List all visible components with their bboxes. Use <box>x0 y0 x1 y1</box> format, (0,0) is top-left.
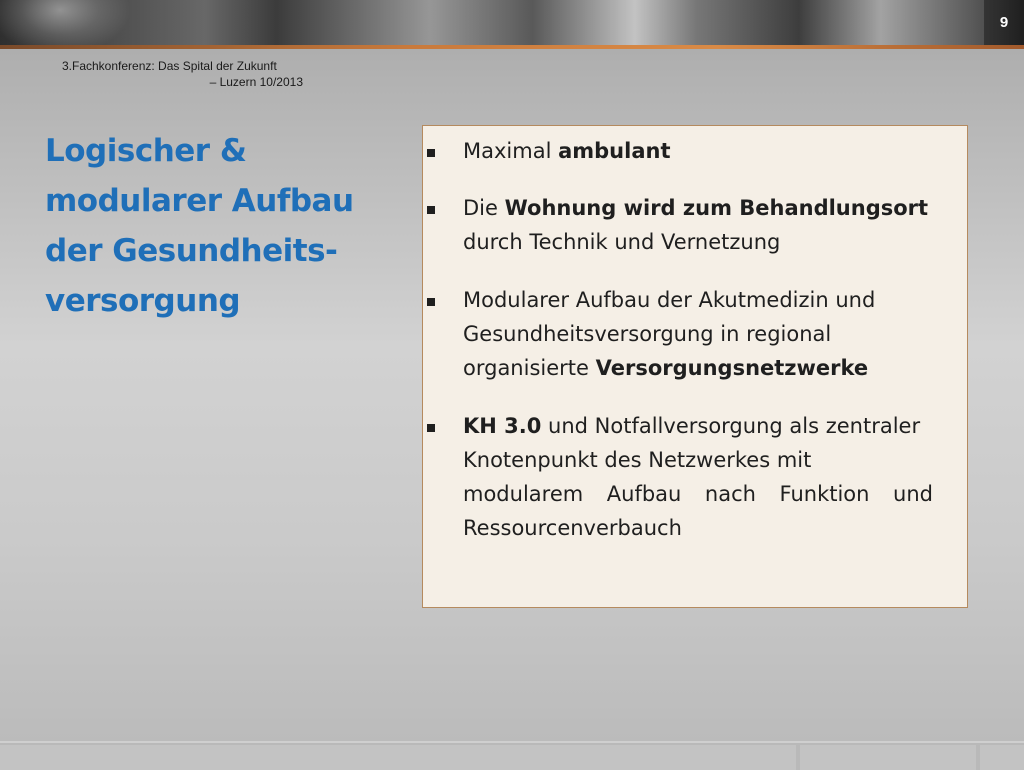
conference-line-1: 3.Fachkonferenz: Das Spital der Zukunft <box>62 59 277 73</box>
bullet-bold-text: Wohnung wird zum Behandlungsort <box>504 196 929 220</box>
slide-title-line: versorgung <box>45 283 241 319</box>
bullet-text: Maximal <box>463 139 559 163</box>
conference-line-2: – Luzern 10/2013 <box>209 75 303 89</box>
bullet-line-justified <box>463 477 933 511</box>
header-banner-image <box>0 0 1024 45</box>
header-accent-line <box>0 45 1024 49</box>
bullet-line <box>463 351 943 385</box>
page-number-box <box>984 0 1024 45</box>
bullet-line <box>463 191 943 225</box>
footer-segment <box>0 745 796 770</box>
bullet-square-icon <box>427 206 435 214</box>
slide-title <box>45 126 375 326</box>
footer-segment <box>980 745 1024 770</box>
bullet-text: organisierte <box>463 356 596 380</box>
bullet-square-icon <box>427 298 435 306</box>
bullet-line: durch Technik und Vernetzung <box>463 230 781 254</box>
bullet-square-icon <box>427 149 435 157</box>
bullet-word: und <box>893 482 933 506</box>
bullet-line: Knotenpunkt des Netzwerkes mit <box>463 448 812 472</box>
bullet-word: Aufbau <box>606 482 682 506</box>
footer-segment <box>800 745 976 770</box>
bullet-bold-text: ambulant <box>558 139 671 163</box>
bullet-line: Gesundheitsversorgung in regional <box>463 322 832 346</box>
bullet-text: und Notfallversorgung als zentraler <box>541 414 921 438</box>
bullet-word: modularem <box>463 482 584 506</box>
page-number: 9 <box>999 14 1009 31</box>
bullet-line <box>463 134 943 168</box>
conference-label <box>40 58 303 90</box>
slide-title-line: Logischer & <box>45 133 247 169</box>
bullet-word: nach <box>704 482 756 506</box>
bullet-line <box>463 409 943 443</box>
bullet-text: Die <box>463 196 505 220</box>
slide-title-line: modularer Aufbau <box>45 183 354 219</box>
bullet-bold-text: Versorgungsnetzwerke <box>595 356 869 380</box>
bullet-line: Ressourcenverbauch <box>463 516 682 540</box>
bullet-bold-text: KH 3.0 <box>463 414 542 438</box>
bullet-square-icon <box>427 424 435 432</box>
footer-bar <box>0 741 1024 770</box>
content-box <box>422 125 968 608</box>
slide-title-line: der Gesundheits- <box>45 233 338 269</box>
bullet-word: Funktion <box>779 482 870 506</box>
bullet-line: Modularer Aufbau der Akutmedizin und <box>463 288 876 312</box>
